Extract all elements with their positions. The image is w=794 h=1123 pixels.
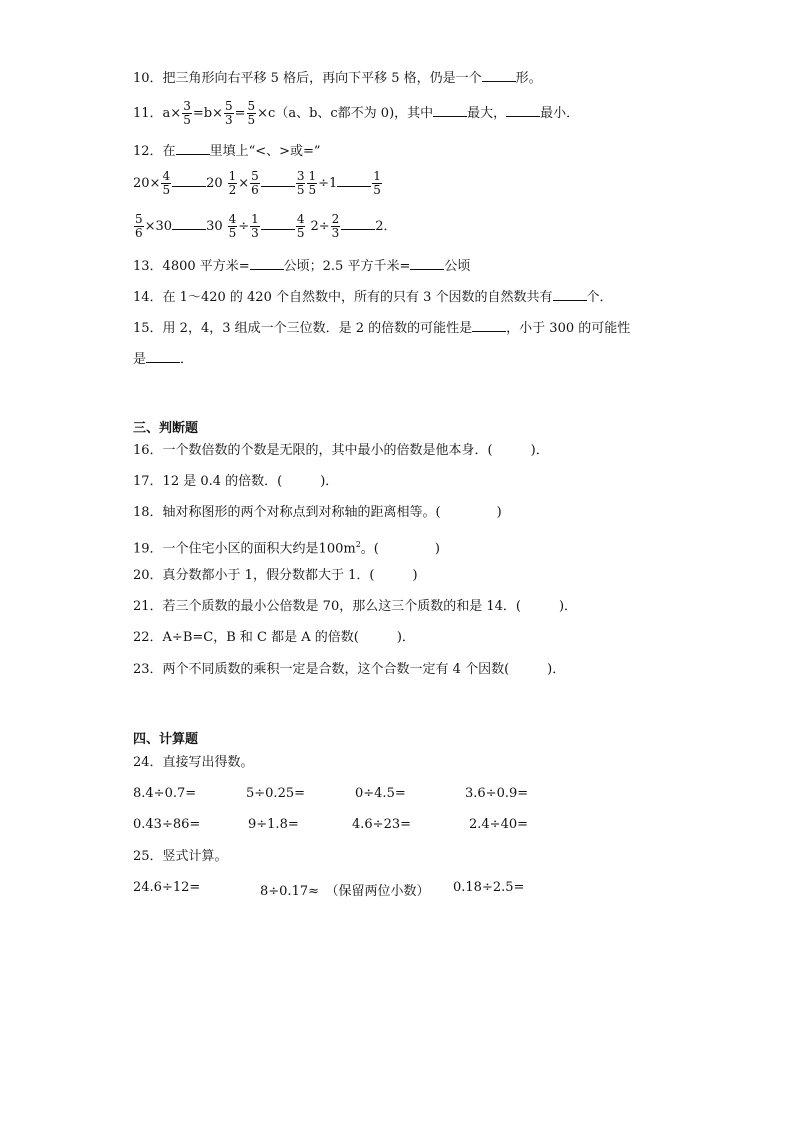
fraction	[228, 170, 238, 197]
denominator: 5	[228, 226, 237, 240]
numerator: 5	[251, 169, 259, 183]
numerator: 4	[228, 212, 237, 226]
fraction	[331, 213, 341, 240]
question-18	[133, 505, 502, 521]
question-12-row-2	[133, 213, 397, 240]
question-text: 用 2，4，3 组成一个三位数．是 2 的倍数的可能性是	[162, 321, 473, 336]
question-text: )．	[396, 630, 415, 645]
denominator: 3	[331, 226, 340, 240]
question-17	[133, 474, 338, 490]
expression-text: ×30	[144, 219, 173, 234]
answer-blank[interactable]	[433, 103, 467, 117]
question-text: 最大，	[467, 106, 507, 121]
question-text: )．	[547, 662, 566, 677]
denominator: 5	[296, 226, 305, 240]
answer-blank[interactable]	[261, 216, 295, 230]
answer-blank[interactable]	[172, 216, 206, 230]
question-number: 16．	[133, 443, 163, 458]
question-text: )	[412, 568, 418, 583]
question-text: 两个不同质数的乘积一定是合数，这个合数一定有 4 个因数(	[162, 662, 510, 677]
fraction	[161, 170, 171, 197]
question-text: 在	[162, 144, 176, 159]
expression-text: a×	[162, 106, 182, 121]
question-text: 真分数都小于 1，假分数都大于 1．(	[162, 568, 375, 583]
answer-blank[interactable]	[337, 173, 371, 187]
question-text: 一个住宅小区的面积大约是100m	[162, 541, 356, 557]
question-number: 15．	[133, 321, 163, 336]
numerator: 5	[247, 99, 256, 113]
numerator: 1	[373, 169, 381, 183]
question-number: 17．	[133, 474, 163, 489]
denominator: 5	[247, 113, 256, 127]
calc-item: 8.4÷0.7=	[133, 786, 197, 801]
question-text: 直接写出得数。	[162, 755, 254, 770]
denominator: 5	[296, 183, 305, 197]
answer-blank[interactable]	[146, 349, 180, 363]
numerator: 4	[162, 169, 171, 183]
question-text: )	[496, 505, 502, 520]
question-number: 19．	[133, 541, 163, 557]
numerator: 2	[331, 212, 340, 226]
question-15	[133, 318, 630, 337]
question-number: 23．	[133, 662, 163, 677]
question-text: ．	[180, 352, 194, 367]
expression-text: =b×	[192, 106, 223, 121]
fraction	[224, 100, 234, 127]
numerator: 1	[251, 212, 259, 226]
answer-blank[interactable]	[482, 68, 516, 82]
calc-item: 0.18÷2.5=	[453, 880, 525, 895]
fraction	[182, 100, 192, 127]
expression-text: 20×	[133, 176, 161, 191]
numerator: 1	[308, 169, 317, 183]
answer-blank[interactable]	[261, 173, 295, 187]
numerator: 3	[183, 99, 191, 113]
question-text: 12 是 0.4 的倍数．(	[162, 474, 283, 489]
question-20	[133, 568, 418, 584]
fraction	[134, 213, 144, 240]
answer-blank[interactable]	[172, 173, 206, 187]
question-text: 4800 平方米=	[162, 259, 250, 274]
numerator: 5	[135, 212, 143, 226]
expression-text: 30	[206, 219, 223, 234]
fraction	[307, 170, 317, 197]
question-text: 竖式计算。	[162, 849, 228, 864]
denominator: 3	[224, 113, 233, 127]
question-16	[133, 443, 549, 459]
denominator: 5	[162, 183, 171, 197]
question-number: 13．	[133, 259, 163, 274]
question-number: 25．	[133, 849, 163, 864]
answer-blank[interactable]	[250, 256, 284, 270]
denominator: 6	[135, 226, 143, 240]
question-text: 若三个质数的最小公倍数是 70，那么这三个质数的和是 14．(	[162, 599, 521, 614]
question-text: )	[434, 541, 440, 557]
question-text: 是	[133, 352, 147, 367]
question-number: 21．	[133, 599, 163, 614]
question-text: 个．	[586, 290, 613, 305]
calc-item: 2.4÷40=	[469, 817, 529, 832]
question-12-row-1	[133, 170, 383, 197]
question-19	[133, 537, 440, 557]
fraction	[247, 100, 257, 127]
superscript: 2	[355, 540, 361, 549]
question-11	[133, 100, 579, 127]
numerator: 5	[224, 99, 233, 113]
question-text: 轴对称图形的两个对称点到对称轴的距离相等。(	[162, 505, 441, 520]
question-number: 14．	[133, 290, 163, 305]
question-10	[133, 68, 542, 87]
section-heading: 三、判断题	[133, 421, 199, 436]
answer-blank[interactable]	[410, 256, 444, 270]
calc-item: 0.43÷86=	[133, 817, 201, 832]
denominator: 5	[183, 113, 191, 127]
question-text: )．	[320, 474, 339, 489]
section-heading: 四、计算题	[133, 732, 199, 747]
fraction	[296, 213, 306, 240]
calc-item: 24.6÷12=	[133, 880, 201, 895]
question-12	[133, 141, 321, 160]
calc-item: 4.6÷23=	[352, 817, 412, 832]
question-text: 在 1～420 的 420 个自然数中，所有的只有 3 个因数的自然数共有	[162, 290, 553, 305]
question-number: 12．	[133, 144, 163, 159]
question-number: 10．	[133, 71, 163, 86]
denominator: 3	[251, 226, 259, 240]
calc-item: 0÷4.5=	[355, 786, 406, 801]
question-text: 最小．	[540, 106, 580, 121]
calc-item: 3.6÷0.9=	[465, 786, 529, 801]
question-text: ，小于 300 的可能性	[506, 321, 631, 336]
question-21	[133, 599, 577, 615]
question-text: )．	[530, 443, 549, 458]
answer-blank[interactable]	[506, 103, 540, 117]
fraction	[250, 170, 260, 197]
question-22	[133, 630, 415, 646]
question-25	[133, 849, 228, 865]
question-text: 形。	[515, 71, 542, 86]
question-14	[133, 287, 613, 306]
question-text: 把三角形向右平移 5 格后，再向下平移 5 格，仍是一个	[162, 71, 482, 86]
numerator: 3	[296, 169, 305, 183]
question-15-cont	[133, 349, 193, 368]
calc-item: 5÷0.25=	[246, 786, 306, 801]
question-13	[133, 256, 470, 275]
fraction	[372, 170, 382, 197]
denominator: 6	[251, 183, 259, 197]
question-23	[133, 662, 565, 678]
denominator: 2	[228, 183, 237, 197]
expression-text: ×c（a、b、c都不为 0)，其中	[257, 106, 434, 121]
fraction	[296, 170, 306, 197]
question-number: 11．	[133, 106, 163, 121]
answer-blank[interactable]	[176, 141, 210, 155]
answer-blank[interactable]	[341, 216, 375, 230]
answer-blank[interactable]	[553, 287, 587, 301]
question-text: 一个数倍数的个数是无限的，其中最小的倍数是他本身．(	[162, 443, 493, 458]
question-text: )．	[558, 599, 578, 614]
question-text: 公顷	[444, 259, 471, 274]
expression-text: 2÷	[310, 219, 330, 234]
question-text: A÷B=C，B 和 C 都是 A 的倍数(	[162, 630, 359, 645]
fraction	[250, 213, 260, 240]
question-number: 18．	[133, 505, 163, 520]
expression-text: ÷1	[318, 176, 338, 191]
question-24	[133, 755, 254, 771]
answer-blank[interactable]	[472, 318, 506, 332]
calc-item: 9÷1.8=	[248, 817, 299, 832]
expression-text: =	[234, 106, 246, 121]
fraction	[228, 213, 238, 240]
question-text: 里填上“<、>或=”	[209, 144, 321, 159]
calc-item: 8÷0.17≈ （保留两位小数）	[260, 884, 430, 899]
question-number: 20．	[133, 568, 163, 583]
denominator: 5	[373, 183, 381, 197]
question-text: 。(	[360, 541, 379, 557]
expression-text: 2．	[375, 219, 397, 234]
question-number: 24．	[133, 755, 163, 770]
numerator: 4	[296, 212, 305, 226]
expression-text: 20	[206, 176, 223, 191]
question-number: 22．	[133, 630, 163, 645]
question-text: 公顷；2.5 平方千米=	[283, 259, 411, 274]
expression-text: ÷	[238, 219, 250, 234]
denominator: 5	[308, 183, 317, 197]
expression-text: ×	[238, 176, 250, 191]
numerator: 1	[228, 169, 237, 183]
